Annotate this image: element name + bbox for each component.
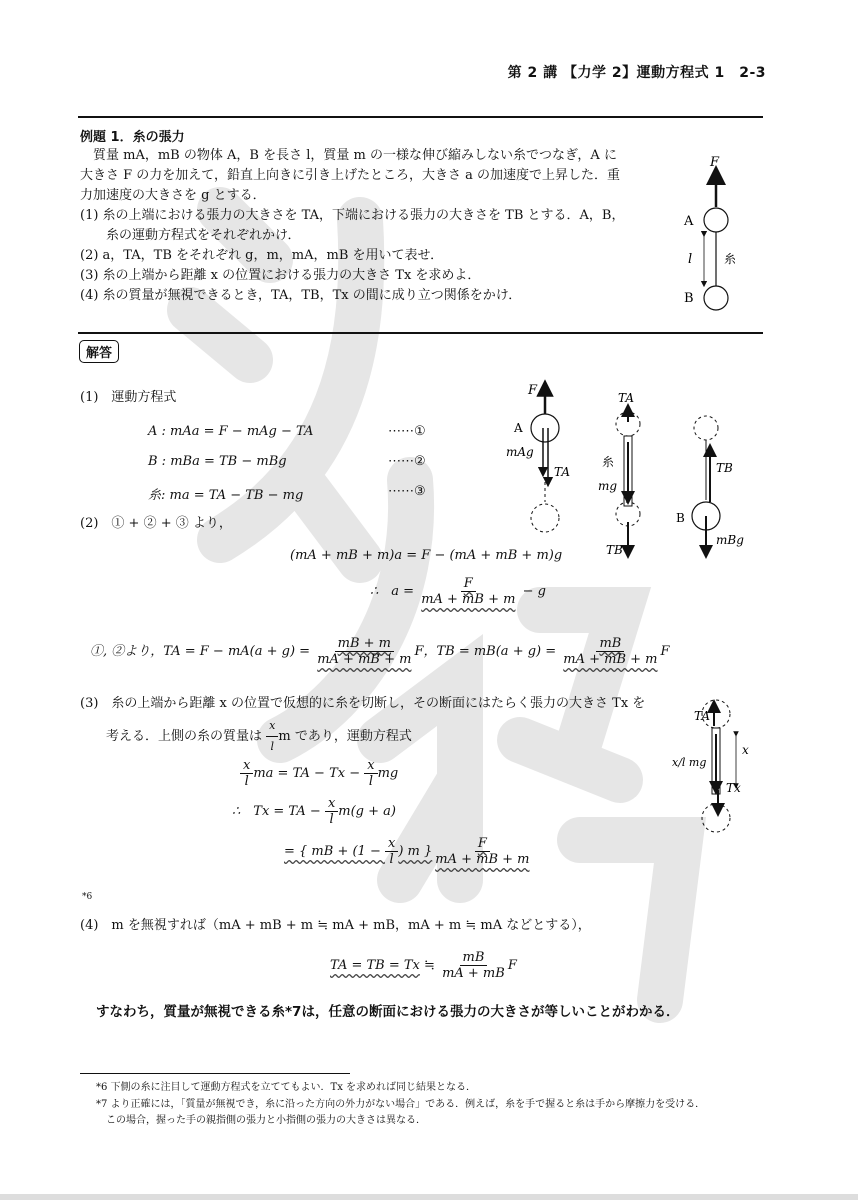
page-bottom-edge [0,1194,858,1200]
d4-tx-label: Tx [726,781,741,795]
d2-string-label: 糸 [602,455,615,469]
answer-label: 解答 [79,340,119,363]
footnote-7-cont: この場合，握った手の親指側の張力と小指側の張力の大きさは異なる． [96,1115,426,1126]
example-body-line: 力加速度の大きさを g とする． [80,188,266,203]
string-label: 糸 [724,252,737,266]
example-body-line: 大きさ F の力を加えて，鉛直上向きに引き上げたところ，大きさ a の加速度で上昇した．重 [80,168,621,183]
question-3: (3) 糸の上端から距離 x の位置における張力の大きさ Tx を求めよ． [80,268,481,283]
eq-string: 糸: ma = TA − TB − mg [148,488,304,503]
d2-ta-label: TA [618,391,635,405]
eq-tag-3: ⋯⋯③ [388,484,426,499]
eq-tag-1: ⋯⋯① [388,424,426,439]
question-4: (4) 糸の質量が無視できるとき，TA，TB，Tx の間に成り立つ関係をかけ． [80,288,522,303]
footnote-mark-6: *6 [82,892,93,902]
mid-rule [78,332,763,334]
eq-tx: ∴ Tx = TA − $\frac{x}{l}$ m(g + a) [232,796,396,827]
eq-equal-tensions: TA = TB = Tx ≒ $\frac{mB}{mA + mB}$ F [330,950,517,981]
block-b-label: B [684,291,694,306]
footnote-rule [80,1073,350,1074]
force-label: F [710,155,720,170]
force-diagrams [500,372,770,572]
answer-2-heading: (2) ① + ② + ③ より， [80,516,232,531]
block-a-label: A [684,214,694,229]
eq-sum: (mA + mB + m)a = F − (mA + mB + m)g [290,548,563,563]
d3-tb-label: TB [716,461,733,475]
page-header: 第 2 講 【力学 2】運動方程式 1 2-3 [507,65,766,81]
summary-text: すなわち，質量が無視できる糸*7は，任意の断面における張力の大きさが等しいことがわかる． [96,1004,680,1020]
answer-3-line2: 考える．上側の糸の質量は $\frac{x}{l}$ m であり，運動方程式 [80,716,412,757]
answer-3-line1: (3) 糸の上端から距離 x の位置で仮想的に糸を切断し，その断面にはたらく張力の大きさ Tx を [80,696,646,711]
example-figure [672,150,762,320]
d3-weight-label: mBg [716,533,744,547]
eq-b: B : mBa = TB − mBg [148,454,287,469]
footnote-6: *6 下側の糸に注目して運動方程式を立ててもよい．Tx を求めれば同じ結果となる． [96,1082,477,1093]
d1-force-label: F [528,383,538,398]
d1-weight-label: mAg [506,445,534,459]
d1-tension-label: TA [554,465,571,479]
d3-b-label: B [676,511,685,525]
footnote-7: *7 より正確には，「質量が無視でき，糸に沿った方向の外力がない場合」である．例えば，糸を手で握ると糸は手から摩擦力を受ける． [96,1099,706,1110]
d4-weight-label: x/l mg [672,756,707,769]
answer-1-heading: (1) 運動方程式 [80,390,177,405]
answer-4-line1: (4) m を無視すれば（mA + mB + m ≒ mA + mB，mA + m ≒ mA などとする）， [80,918,591,933]
example-title: 例題 1．糸の張力 [80,130,185,145]
d2-tb-label: TB [606,543,623,557]
eq-a: A : mAa = F − mAg − TA [148,424,314,439]
eq-tensions: ①, ②より，TA = F − mA(a + g) = $\frac{mB + m}{mA + mB + m}$ F，TB = mB(a + g) = $\frac{mB}{mA + mB + m}$ F [90,636,670,667]
eq-string-segment: $\frac{x}{l}$ ma = TA − Tx − $\frac{x}{l}$ mg [240,758,398,789]
example-body-line: 質量 mA，mB の物体 A，B を長さ l，質量 m の一様な伸び縮みしない糸でつなぎ，A に [80,148,617,163]
top-rule [78,116,763,118]
d1-a-label: A [514,421,523,435]
d4-ta-label: TA [694,709,711,723]
segment-diagram [668,690,768,840]
d4-x-label: x [742,743,749,757]
length-label: l [688,252,693,267]
eq-tx-result: = { mB + (1 − $\frac{x}{l}$ ) m } $\frac{F}{mA + mB + m}$ [284,836,530,867]
question-2: (2) a，TA，TB をそれぞれ g，m，mA，mB を用いて表せ． [80,248,444,263]
eq-acceleration: ∴ a = $\frac{F}{mA + mB + m}$ − g [370,576,546,607]
question-1: (1) 糸の上端における張力の大きさを TA，下端における張力の大きさを TB とする．A，B， [80,208,625,223]
d2-weight-label: mg [598,479,618,493]
eq-tag-2: ⋯⋯② [388,454,426,469]
question-1-cont: 糸の運動方程式をそれぞれかけ． [80,228,301,243]
example-body [80,146,670,306]
